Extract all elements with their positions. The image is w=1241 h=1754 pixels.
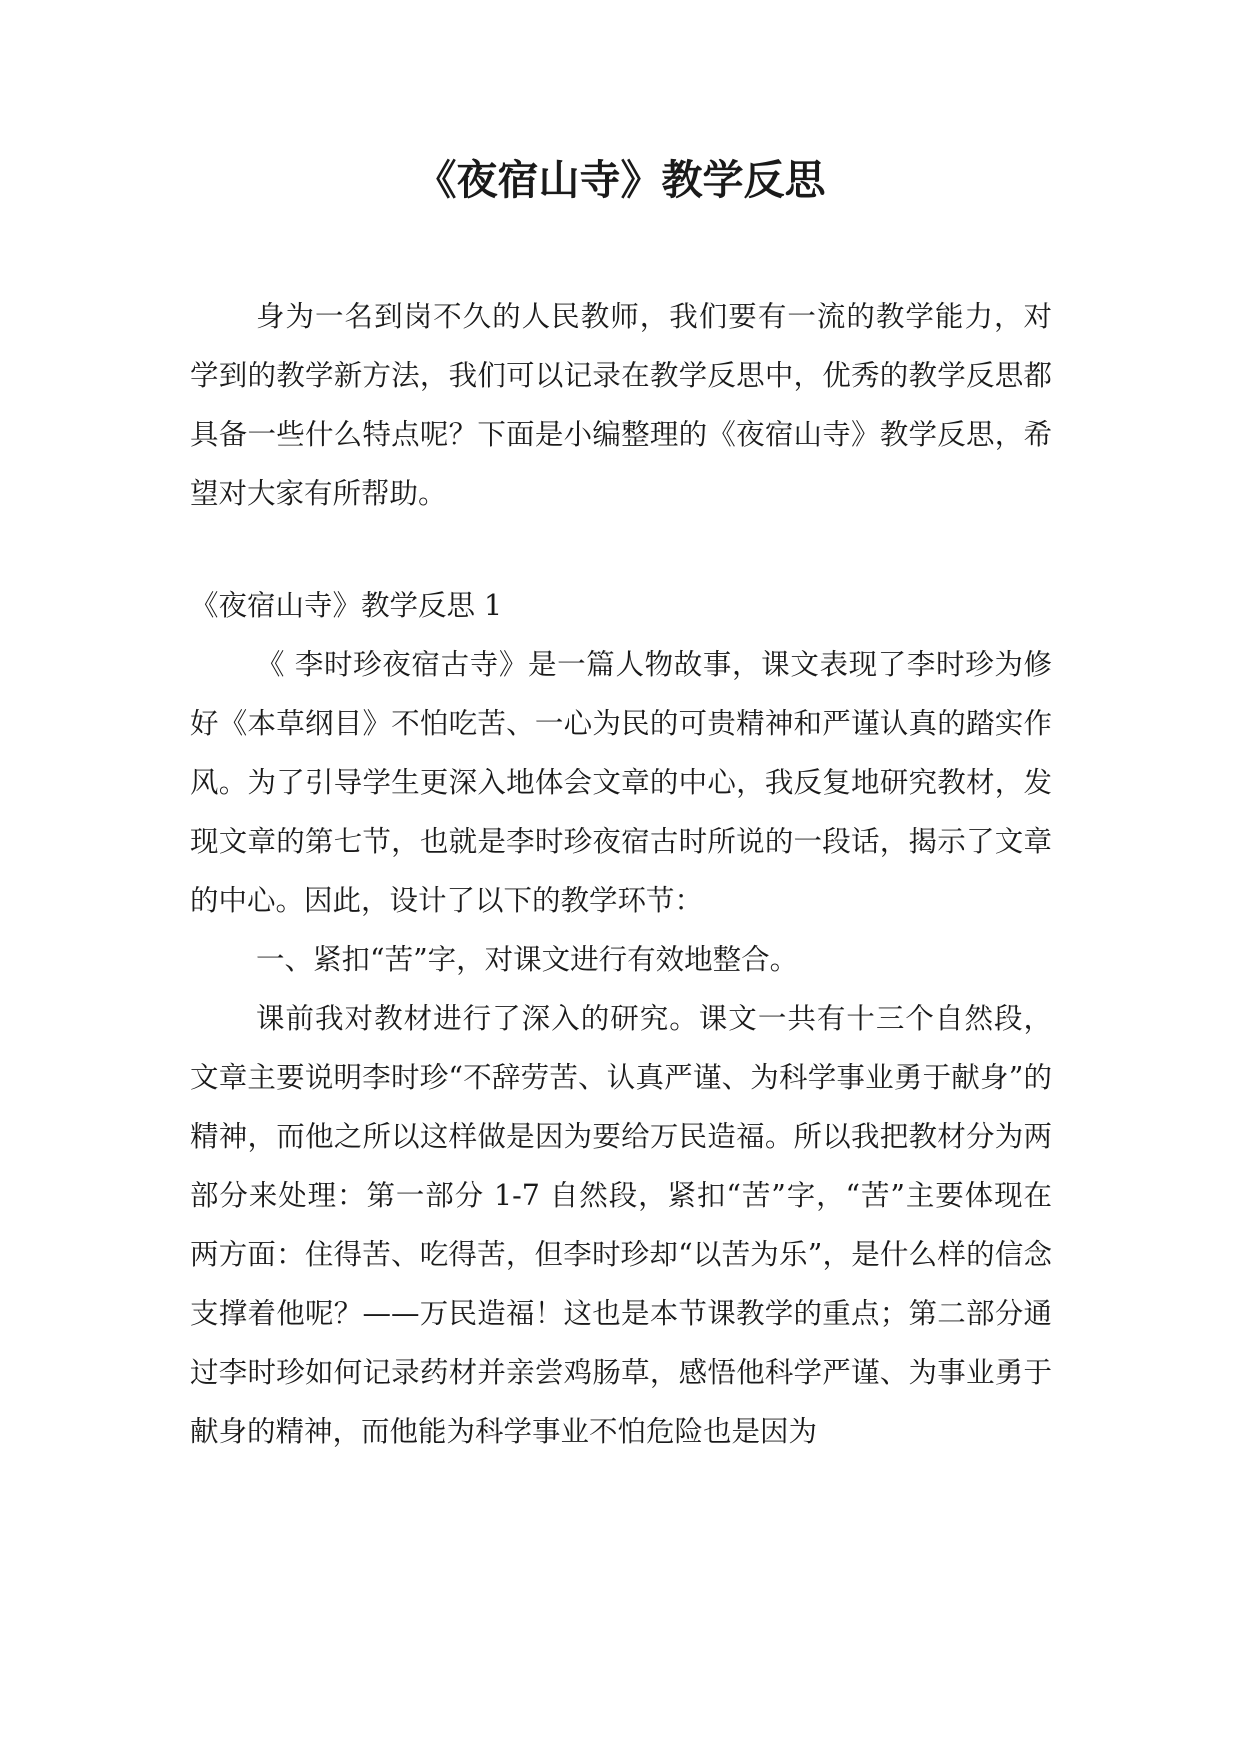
body-paragraph: 课前我对教材进行了深入的研究。课文一共有十三个自然段，文章主要说明李时珍“不辞劳苦、认真严谨、为科学事业勇于献身”的精神，而他之所以这样做是因为要给万民造福。所以我把教材分为两部分来处理：第一部分 1-7 自然段，紧扣“苦”字，“苦”主要体现在两方面：住得苦、吃得苦，但李时珍却“以苦为乐”，是什么样的信念支撑着他呢？——万民造福！这也是本节课教学的重点；第二部分通过李时珍如何记录药材并亲尝鸡肠草，感悟他科学严谨、为事业勇于献身的精神，而他能为科学事业不怕危险也是因为: [190, 1002, 1052, 1448]
intro-paragraph: 身为一名到岗不久的人民教师，我们要有一流的教学能力，对学到的教学新方法，我们可以记录在教学反思中，优秀的教学反思都具备一些什么特点呢？下面是小编整理的《夜宿山寺》教学反思，希望对大家有所帮助。: [190, 300, 1052, 510]
body-paragraph: 一、紧扣“苦”字，对课文进行有效地整合。: [256, 943, 799, 976]
body-paragraph: 《 李时珍夜宿古寺》是一篇人物故事，课文表现了李时珍为修好《本草纲目》不怕吃苦、一心为民的可贵精神和严谨认真的踏实作风。为了引导学生更深入地体会文章的中心，我反复地研究教材，发现文章的第七节，也就是李时珍夜宿古时所说的一段话，揭示了文章的中心。因此，设计了以下的教学环节：: [190, 648, 1052, 917]
intro-block: [190, 287, 1052, 523]
section-heading: 《夜宿山寺》教学反思 1: [190, 589, 503, 622]
document-title: 《夜宿山寺》教学反思: [415, 156, 826, 204]
section-block: [190, 576, 1052, 1461]
